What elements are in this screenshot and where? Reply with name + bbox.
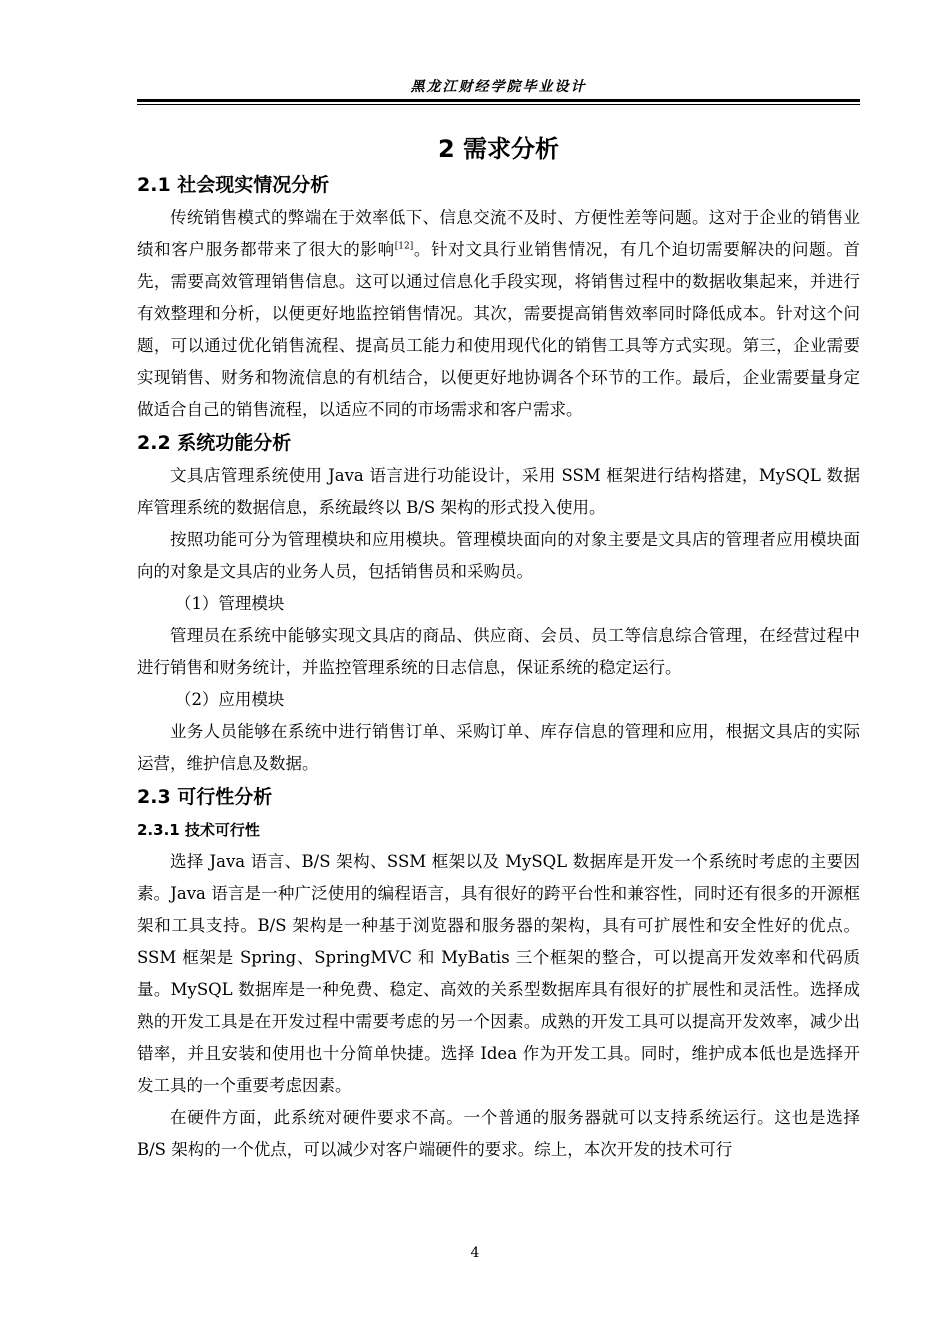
paragraph: 管理员在系统中能够实现文具店的商品、供应商、会员、员工等信息综合管理，在经营过程中进行销售和财务统计，并监控管理系统的日志信息，保证系统的稳定运行。 xyxy=(137,626,860,677)
paragraph xyxy=(137,202,860,426)
section-heading-2-3: 2.3 可行性分析 xyxy=(137,786,273,808)
list-item-application-module: （2）应用模块 xyxy=(174,690,285,709)
citation-ref: [12] xyxy=(394,241,414,252)
paragraph-text: 传统销售模式的弊端在于效率低下、信息交流不及时、方便性差等问题。这对于企业的销售业绩和客户服务都带来了很大的影响 xyxy=(137,208,860,259)
paragraph-text: 。针对文具行业销售情况，有几个迫切需要解决的问题。首先，需要高效管理销售信息。这可以通过信息化手段实现，将销售过程中的数据收集起来，并进行有效整理和分析，以便更好地监控销售情况。其次，需要提高销售效率同时降低成本。针对这个问题，可以通过优化销售流程、提高员工能力和使用现代化的销售工具等方式实现。第三，企业需要实现销售、财务和物流信息的有机结合，以便更好地协调各个环节的工作。最后，企业需要量身定做适合自己的销售流程，以适应不同的市场需求和客户需求。 xyxy=(137,240,861,419)
body-content xyxy=(137,130,860,1166)
list-item-management-module: （1）管理模块 xyxy=(174,594,285,613)
paragraph: 业务人员能够在系统中进行销售订单、采购订单、库存信息的管理和应用，根据文具店的实际运营，维护信息及数据。 xyxy=(137,722,860,773)
paragraph: 按照功能可分为管理模块和应用模块。管理模块面向的对象主要是文具店的管理者应用模块面向的对象是文具店的业务人员，包括销售员和采购员。 xyxy=(137,530,860,581)
page-header: 黑龙江财经学院毕业设计 xyxy=(410,79,587,95)
subsection-heading-2-3-1: 2.3.1 技术可行性 xyxy=(137,821,260,839)
paragraph: 选择 Java 语言、B/S 架构、SSM 框架以及 MySQL 数据库是开发一个系统时考虑的主要因素。Java 语言是一种广泛使用的编程语言，具有很好的跨平台性和兼容性，同时还有很多的开源框架和工具支持。B/S 架构是一种基于浏览器和服务器的架构，具有可扩展性和安全性好的优点。SSM 框架是 Spring、SpringMVC 和 MyBatis 三个框架的整合，可以提高开发效率和代码质量。MySQL 数据库是一种免费、稳定、高效的关系型数据库具有很好的扩展性和灵活性。选择成熟的开发工具是在开发过程中需要考虑的另一个因素。成熟的开发工具可以提高开发效率，减少出错率，并且安装和使用也十分简单快捷。选择 Idea 作为开发工具。同时，维护成本低也是选择开发工具的一个重要考虑因素。 xyxy=(137,852,860,1095)
header-rule-thick xyxy=(137,99,860,102)
section-heading-2-2: 2.2 系统功能分析 xyxy=(137,432,292,454)
paragraph: 在硬件方面，此系统对硬件要求不高。一个普通的服务器就可以支持系统运行。这也是选择 B/S 架构的一个优点，可以减少对客户端硬件的要求。综上，本次开发的技术可行 xyxy=(137,1108,860,1159)
paragraph: 文具店管理系统使用 Java 语言进行功能设计，采用 SSM 框架进行结构搭建，MySQL 数据库管理系统的数据信息，系统最终以 B/S 架构的形式投入使用。 xyxy=(137,466,860,517)
chapter-title: 2 需求分析 xyxy=(437,135,560,163)
page-number: 4 xyxy=(470,1245,480,1261)
section-heading-2-1: 2.1 社会现实情况分析 xyxy=(137,174,330,196)
header-rule-thin xyxy=(137,104,860,105)
